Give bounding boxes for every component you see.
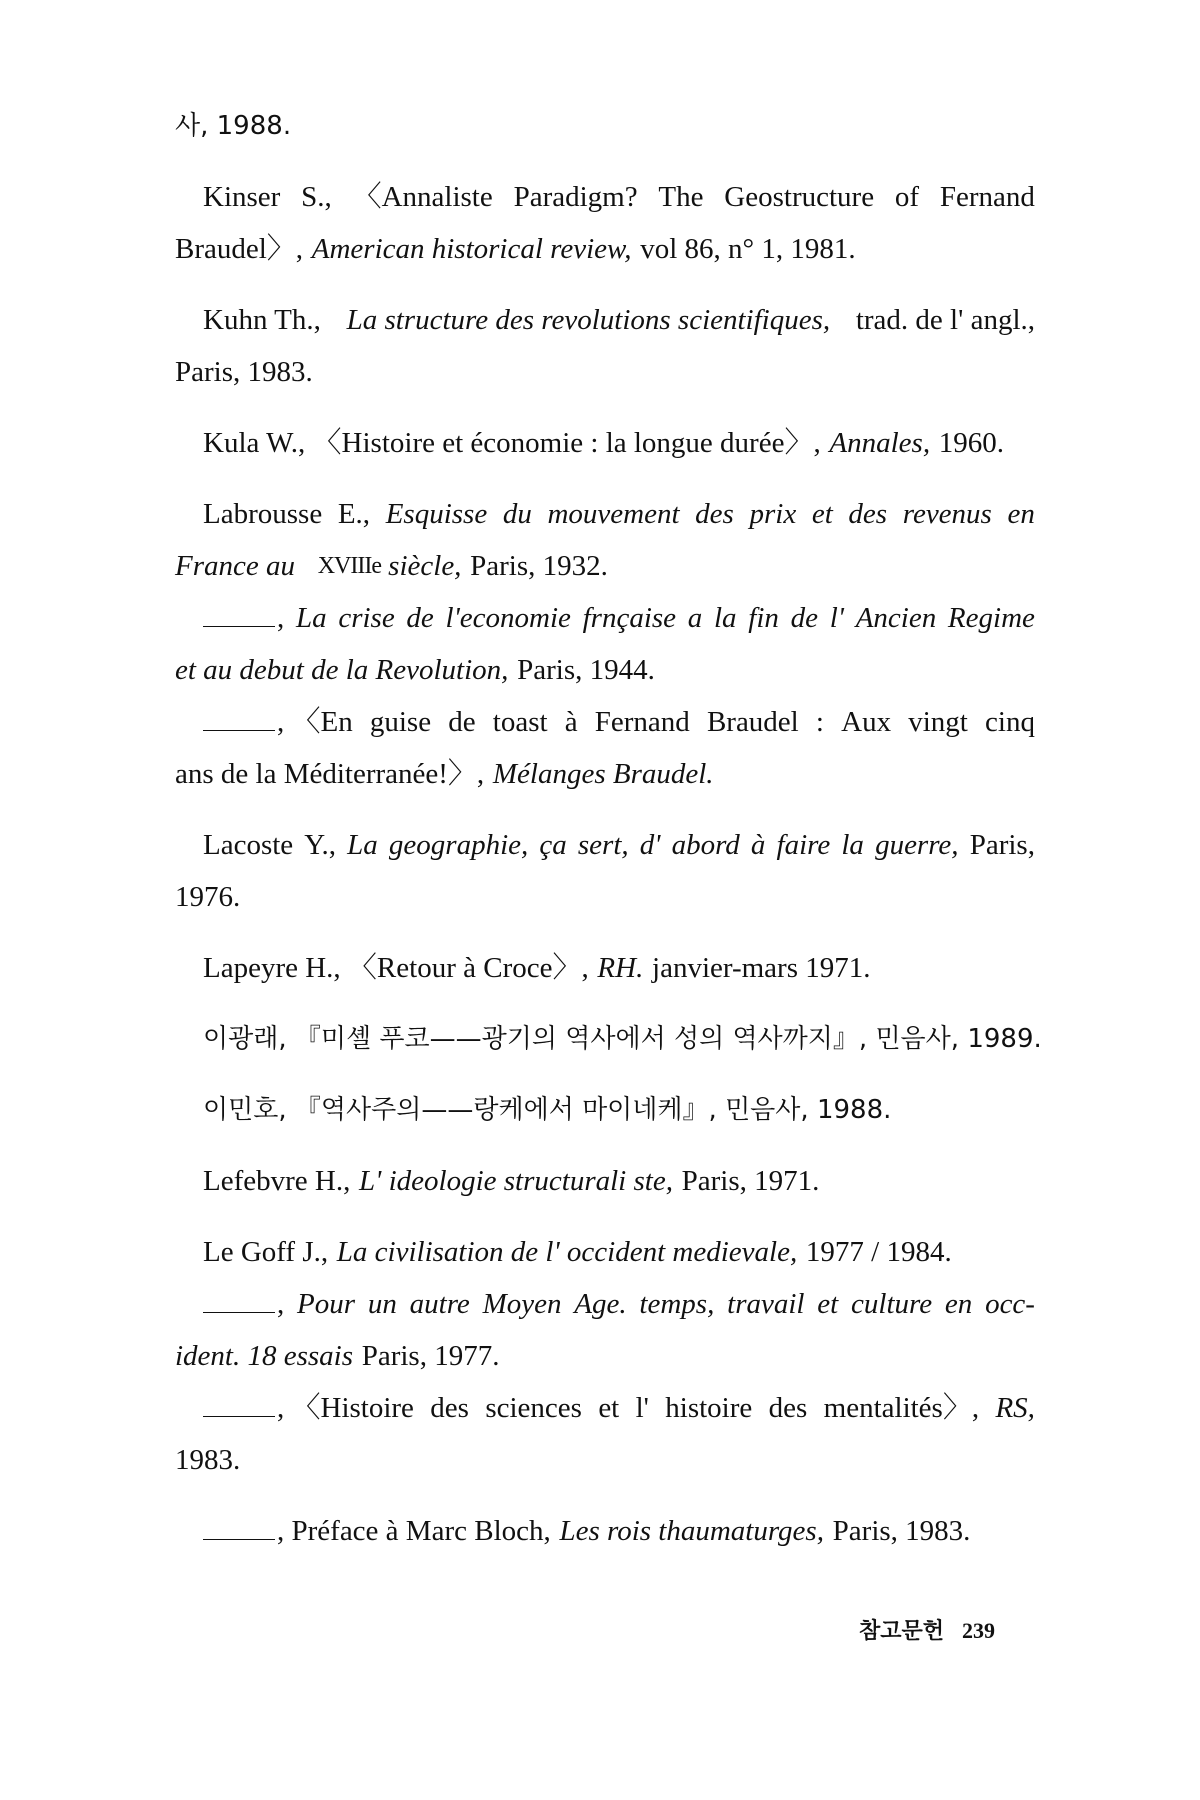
- entry-title-word: à: [750, 829, 766, 861]
- entry-word: Kinser: [203, 181, 281, 213]
- entry-title-word: Moyen: [482, 1288, 562, 1320]
- entry-text: 이민호, 『역사주의——랑케에서 마이네케』, 민음사, 1988.: [203, 1095, 892, 1125]
- entry-word: toast: [492, 706, 548, 738]
- entry-title: RH.: [597, 952, 644, 984]
- entry-title-word: a: [687, 602, 703, 634]
- entry-text: 1960.: [938, 427, 1005, 459]
- entry-title-word: l'economie: [445, 602, 571, 634]
- entry-title-word: La: [295, 602, 327, 634]
- entry-word: de: [448, 706, 476, 738]
- entry-word: :: [815, 706, 824, 738]
- entry-title-word: revenus: [902, 498, 992, 530]
- entry-title-word: et: [811, 498, 833, 530]
- entry-word: 〈Annaliste: [352, 181, 493, 213]
- entry-title: RS,: [995, 1392, 1035, 1424]
- entry-text: 1977 / 1984.: [805, 1236, 952, 1268]
- entry-title-word: du: [502, 498, 532, 530]
- entry-title-word: d': [639, 829, 661, 861]
- entry-word: Geostructure: [724, 181, 875, 213]
- entry-text: janvier-mars 1971.: [652, 952, 871, 984]
- bib-entry-kuhn: [175, 294, 1035, 346]
- entry-text: Braudel〉,: [175, 233, 304, 265]
- entry-title-word: occ-: [985, 1288, 1035, 1320]
- entry-title-word: Regime: [947, 602, 1035, 634]
- entry-title-word: en: [1007, 498, 1035, 530]
- entry-title-word: la: [713, 602, 737, 634]
- entry-text: Paris,: [969, 829, 1035, 861]
- entry-word: mentalités〉,: [823, 1392, 980, 1424]
- entry-title-word: culture: [851, 1288, 933, 1320]
- entry-text: ,: [277, 1288, 285, 1320]
- entry-title-word: prix: [749, 498, 797, 530]
- entry-title-word: Age.: [574, 1288, 627, 1320]
- entry-word: of: [894, 181, 920, 213]
- bib-entry-continuation: [175, 100, 1035, 152]
- entry-word: guise: [369, 706, 432, 738]
- entry-text: 사, 1988.: [175, 111, 292, 141]
- entry-text: 1976.: [175, 881, 241, 913]
- bib-entry-labrousse-2: [175, 592, 1035, 644]
- entry-word: Paradigm?: [513, 181, 638, 213]
- bib-entry-kinser: [175, 171, 1035, 223]
- entry-title-word: mouvement: [547, 498, 680, 530]
- entry-title: La civilisation de l' occident medievale,: [336, 1236, 798, 1268]
- entry-title-word: La: [347, 829, 378, 861]
- entry-word: et: [598, 1392, 620, 1424]
- entry-title-word: frnçaise: [582, 602, 677, 634]
- page-number: 239: [962, 1618, 995, 1643]
- entry-text: 이광래, 『미셸 푸코——광기의 역사에서 성의 역사까지』, 민음사, 1989.: [203, 1024, 1042, 1054]
- bib-entry-legoff-2-line2: [175, 1330, 1035, 1382]
- bib-entry-labrousse: [175, 488, 1035, 540]
- entry-word: l': [635, 1392, 649, 1424]
- entry-word: histoire: [665, 1392, 753, 1424]
- entry-title: L' ideologie structurali ste,: [359, 1165, 673, 1197]
- section-title: 참고문헌: [858, 1619, 944, 1644]
- entry-title-word: de: [406, 602, 434, 634]
- entry-title: Annales,: [829, 427, 931, 459]
- entry-word: Y.,: [304, 829, 337, 861]
- entry-title: La structure des revolutions scientifiques,: [346, 304, 831, 336]
- entry-word: , 〈En: [277, 706, 353, 738]
- entry-title-word: ça: [539, 829, 567, 861]
- entry-text: Paris, 1944.: [517, 654, 655, 686]
- entry-text: ans de la Méditerranée!〉,: [175, 758, 485, 790]
- entry-title: Mélanges Braudel.: [492, 758, 714, 790]
- entry-title-word: en: [944, 1288, 973, 1320]
- entry-word: des: [430, 1392, 469, 1424]
- entry-text: Paris, 1971.: [681, 1165, 820, 1197]
- entry-title-word: un: [367, 1288, 397, 1320]
- entry-text: Paris, 1983.: [175, 356, 313, 388]
- bibliography-list: [175, 100, 1042, 1557]
- entry-title-word: temps,: [639, 1288, 715, 1320]
- same-author-dash: [203, 696, 353, 748]
- bib-entry-labrousse-line2: [175, 540, 1035, 592]
- entry-title-word: guerre,: [875, 829, 959, 861]
- same-author-dash: [203, 1510, 275, 1540]
- entry-title-word: abord: [671, 829, 740, 861]
- entry-word: des: [768, 1392, 808, 1424]
- bib-entry-kinser-line2: [175, 223, 1035, 275]
- entry-title-word: des: [695, 498, 734, 530]
- entry-title-word: la: [841, 829, 864, 861]
- entry-title-word: crise: [338, 602, 395, 634]
- entry-title: American historical review,: [311, 233, 632, 265]
- same-author-dash: [203, 1283, 275, 1313]
- entry-title-word: Esquisse: [385, 498, 488, 530]
- bib-entry-lacoste-line2: [175, 871, 1035, 923]
- entry-title-word: travail: [727, 1288, 805, 1320]
- entry-word: à: [564, 706, 578, 738]
- entry-text: Paris, 1983.: [832, 1515, 971, 1547]
- bib-entry-labrousse-3-line2: [175, 748, 1035, 800]
- entry-title-word: Ancien: [855, 602, 937, 634]
- bib-entry-legoff-2: [175, 1278, 1035, 1330]
- entry-word: S.,: [301, 181, 332, 213]
- bib-entry-legoff-3-line2: [175, 1434, 1035, 1486]
- entry-author: Lefebvre H.,: [203, 1165, 351, 1197]
- bib-entry-kuhn-line2: [175, 346, 1035, 398]
- entry-word: E.,: [337, 498, 371, 530]
- entry-title-word: faire: [776, 829, 831, 861]
- entry-word: Labrousse: [203, 498, 323, 530]
- page-footer: [859, 1614, 995, 1645]
- entry-word: vingt: [908, 706, 968, 738]
- bib-entry-legoff-3: [175, 1382, 1035, 1434]
- bib-entry-labrousse-2-line2: [175, 644, 1035, 696]
- entry-word: cinq: [985, 706, 1035, 738]
- entry-word: The: [658, 181, 704, 213]
- entry-title-word: autre: [409, 1288, 470, 1320]
- entry-text: Paris, 1932.: [470, 550, 608, 582]
- entry-title: ident. 18 essais: [175, 1340, 354, 1372]
- entry-title-word: sert,: [577, 829, 629, 861]
- bib-entry-legoff: [175, 1226, 1035, 1278]
- entry-text: , Préface à Marc Bloch,: [277, 1515, 551, 1547]
- roman-numeral-century: XVIIIe: [317, 553, 381, 579]
- entry-word: Lacoste: [203, 829, 294, 861]
- entry-title: Les rois thaumaturges,: [559, 1515, 824, 1547]
- entry-text: trad. de l' angl.,: [855, 304, 1035, 336]
- entry-author: Le Goff J.,: [203, 1236, 329, 1268]
- same-author-dash: [203, 1382, 414, 1434]
- same-author-dash: [203, 597, 275, 627]
- bib-entry-lacoste: [175, 819, 1035, 871]
- entry-text: 1983.: [175, 1444, 241, 1476]
- entry-text: ,: [277, 602, 285, 634]
- entry-title-word: geographie,: [388, 829, 529, 861]
- entry-text: Lapeyre H., 〈Retour à Croce〉,: [203, 952, 589, 984]
- entry-word: Fernand: [594, 706, 690, 738]
- bib-entry-lee-kwangrae: [175, 1013, 1042, 1065]
- entry-title: France au: [175, 550, 295, 582]
- entry-text: Kula W., 〈Histoire et économie : la longue durée〉,: [203, 427, 821, 459]
- entry-word: sciences: [485, 1392, 582, 1424]
- entry-word: Fernand: [939, 181, 1035, 213]
- entry-title-word: fin: [748, 602, 779, 634]
- entry-title-word: et: [817, 1288, 839, 1320]
- entry-author: Kuhn Th.,: [203, 304, 321, 336]
- bib-entry-lapeyre: [175, 942, 1035, 994]
- bib-entry-lefebvre: [175, 1155, 1035, 1207]
- entry-title-word: Pour: [297, 1288, 356, 1320]
- bib-entry-kula: [175, 417, 1035, 469]
- entry-text: Paris, 1977.: [361, 1340, 500, 1372]
- entry-word: Aux: [841, 706, 892, 738]
- entry-text: vol 86, n° 1, 1981.: [640, 233, 856, 265]
- entry-title: siècle,: [388, 550, 462, 582]
- bib-entry-labrousse-3: [175, 696, 1035, 748]
- entry-word: Braudel: [706, 706, 799, 738]
- entry-word: , 〈Histoire: [277, 1392, 414, 1424]
- entry-title-word: de: [790, 602, 818, 634]
- entry-title-word: des: [848, 498, 888, 530]
- bib-entry-legoff-4: [175, 1505, 1035, 1557]
- entry-title: et au debut de la Revolution,: [175, 654, 509, 686]
- entry-title-word: l': [829, 602, 844, 634]
- bib-entry-lee-minho: [175, 1084, 1035, 1136]
